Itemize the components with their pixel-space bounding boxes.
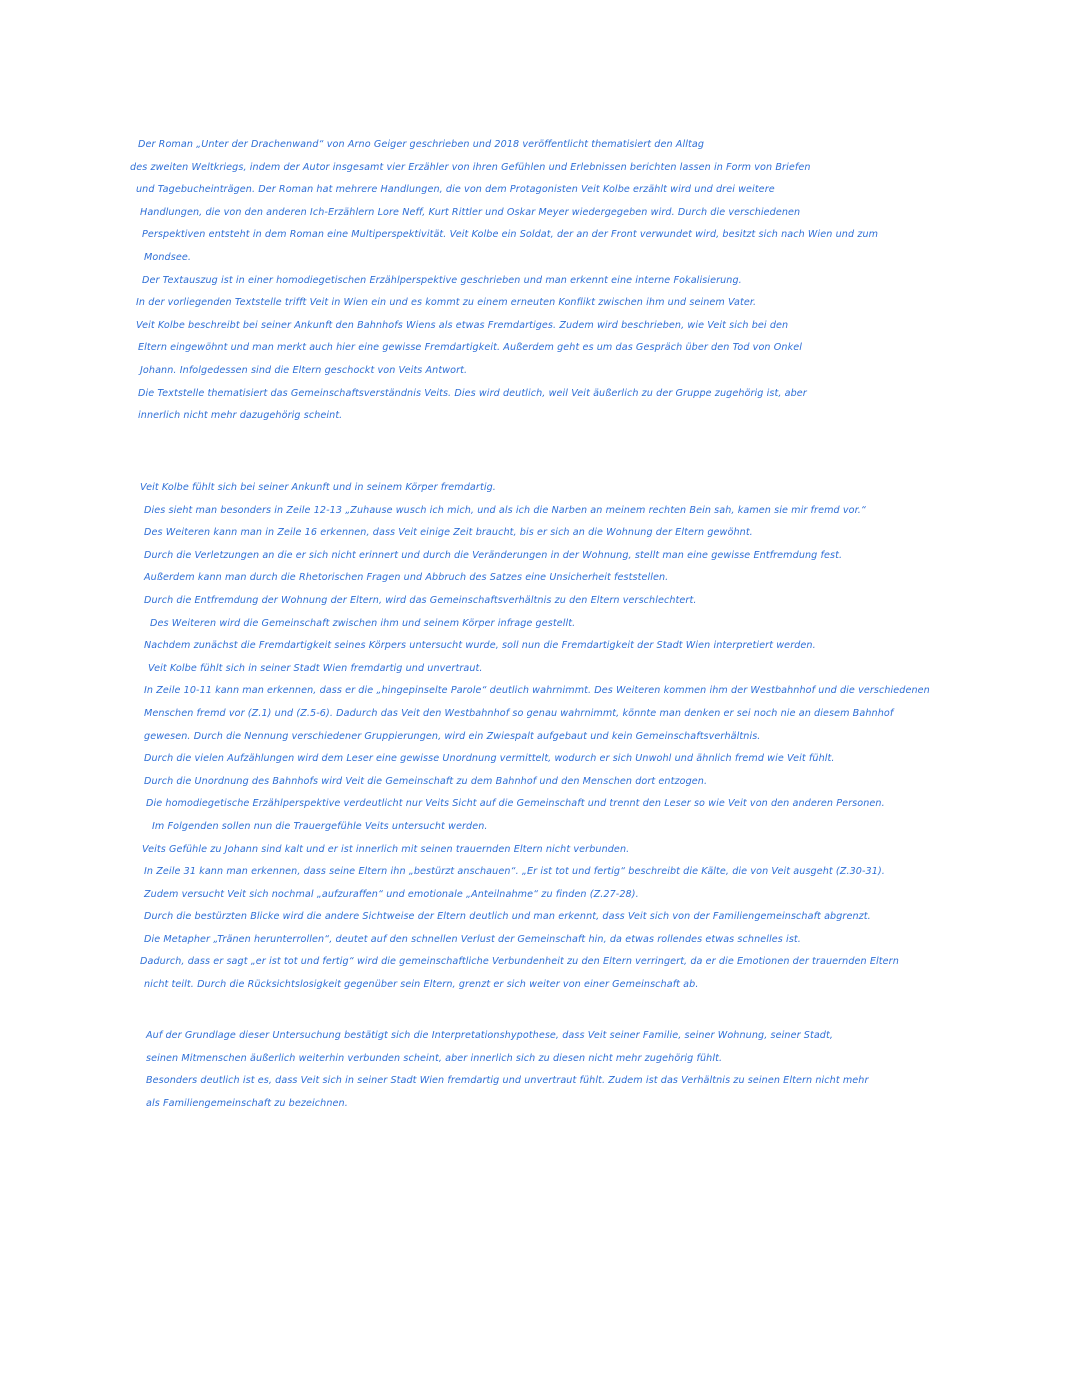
text-line: Perspektiven entsteht in dem Roman eine Multiperspektivität. Veit Kolbe ein Soldat, der an der Front verwundet wird, besitzt sich nach Wien und zum — [142, 229, 879, 241]
text-line: Zudem versucht Veit sich nochmal „aufzuraffen“ und emotionale „Anteilnahme“ zu finden (Z.27-28). — [144, 888, 639, 900]
text-line: Veit Kolbe fühlt sich in seiner Stadt Wien fremdartig und unvertraut. — [148, 662, 483, 674]
text-line: Auf der Grundlage dieser Untersuchung bestätigt sich die Interpretationshypothese, dass Veit seiner Familie, seiner Wohnung, seiner Stadt, — [146, 1030, 833, 1041]
text-line: Durch die bestürzten Blicke wird die andere Sichtweise der Eltern deutlich und man erkennt, dass Veit sich von der Familiengemeinschaft abgrenzt. — [144, 911, 871, 923]
text-line: Durch die Verletzungen an die er sich nicht erinnert und durch die Veränderungen in der Wohnung, stellt man eine gewisse Entfremdung fest. — [144, 549, 843, 561]
text-line: Die Metapher „Tränen herunterrollen“, deutet auf den schnellen Verlust der Gemeinschaft hin, da etwas rollendes etwas schnelles ist. — [144, 933, 801, 945]
text-line: nicht teilt. Durch die Rücksichtslosigkeit gegenüber sein Eltern, grenzt er sich weiter von einer Gemeinschaft ab. — [144, 979, 699, 991]
text-line: Johann. Infolgedessen sind die Eltern geschockt von Veits Antwort. — [140, 364, 468, 376]
conclusion-paragraph — [130, 1025, 960, 1115]
text-line: Im Folgenden sollen nun die Trauergefühle Veits untersucht werden. — [152, 820, 488, 832]
intro-paragraph — [130, 134, 960, 428]
text-line: und Tagebucheinträgen. Der Roman hat mehrere Handlungen, die von dem Protagonisten Veit Kolbe erzählt wird und drei weitere — [136, 184, 775, 196]
analysis-paragraph — [130, 477, 960, 997]
text-line: Der Textauszug ist in einer homodiegetischen Erzählperspektive geschrieben und man erkennt eine interne Fokalisierung. — [142, 274, 742, 286]
text-line: Die homodiegetische Erzählperspektive verdeutlicht nur Veits Sicht auf die Gemeinschaft und trennt den Leser so wie Veit von den anderen Personen. — [146, 798, 885, 810]
text-line: In der vorliegenden Textstelle trifft Veit in Wien ein und es kommt zu einem erneuten Konflikt zwischen ihm und seinem Vater. — [136, 297, 757, 309]
text-line: Des Weiteren kann man in Zeile 16 erkennen, dass Veit einige Zeit braucht, bis er sich an die Wohnung der Eltern gewöhnt. — [144, 527, 753, 539]
text-line: In Zeile 10-11 kann man erkennen, dass er die „hingepinselte Parole“ deutlich wahrnimmt. Des Weiteren kommen ihm der Westbahnhof und die verschiedenen — [144, 685, 930, 697]
text-line: Des Weiteren wird die Gemeinschaft zwischen ihm und seinem Körper infrage gestellt. — [150, 617, 576, 629]
text-line: Durch die vielen Aufzählungen wird dem Leser eine gewisse Unordnung vermittelt, wodurch er sich Unwohl und ähnlich fremd wie Veit fühlt. — [144, 753, 835, 765]
text-line: Die Textstelle thematisiert das Gemeinschaftsverständnis Veits. Dies wird deutlich, weil Veit äußerlich zu der Gruppe zugehörig ist, aber — [138, 387, 807, 399]
text-line: Besonders deutlich ist es, dass Veit sich in seiner Stadt Wien fremdartig und unvertraut fühlt. Zudem ist das Verhältnis zu seinen Eltern nicht mehr — [146, 1075, 869, 1087]
text-line: Durch die Entfremdung der Wohnung der Eltern, wird das Gemeinschaftsverhältnis zu den Eltern verschlechtert. — [144, 594, 697, 606]
text-line: Handlungen, die von den anderen Ich-Erzählern Lore Neff, Kurt Rittler und Oskar Meyer wiedergegeben wird. Durch die verschiedenen — [140, 206, 801, 218]
text-line: Veit Kolbe fühlt sich bei seiner Ankunft und in seinem Körper fremdartig. — [140, 482, 496, 493]
text-line: Mondsee. — [144, 251, 191, 263]
text-line: Durch die Unordnung des Bahnhofs wird Veit die Gemeinschaft zu dem Bahnhof und den Menschen dort entzogen. — [144, 775, 708, 787]
text-line: gewesen. Durch die Nennung verschiedener Gruppierungen, wird ein Zwiespalt aufgebaut und kein Gemeinschaftsverhältnis. — [144, 730, 761, 742]
text-line: als Familiengemeinschaft zu bezeichnen. — [146, 1097, 348, 1109]
text-line: Dadurch, dass er sagt „er ist tot und fertig“ wird die gemeinschaftliche Verbundenheit zu den Eltern verringert, da er die Emotionen der trauernden Eltern — [140, 956, 899, 968]
text-line: des zweiten Weltkriegs, indem der Autor insgesamt vier Erzähler von ihren Gefühlen und Erlebnissen berichten lassen in Form von Briefen — [130, 161, 811, 173]
text-line: innerlich nicht mehr dazugehörig scheint. — [138, 410, 343, 422]
text-line: seinen Mitmenschen äußerlich weiterhin verbunden scheint, aber innerlich sich zu diesen nicht mehr zugehörig fühlt. — [146, 1052, 723, 1064]
text-line: Außerdem kann man durch die Rhetorischen Fragen und Abbruch des Satzes eine Unsicherheit feststellen. — [144, 572, 669, 584]
text-line: Menschen fremd vor (Z.1) und (Z.5-6). Dadurch das Veit den Westbahnhof so genau wahrnimmt, könnte man denken er sei noch nie an diesem Bahnhof — [144, 707, 894, 719]
text-line: Eltern eingewöhnt und man merkt auch hier eine gewisse Fremdartigkeit. Außerdem geht es um das Gespräch über den Tod von Onkel — [138, 342, 802, 354]
text-line: Veits Gefühle zu Johann sind kalt und er ist innerlich mit seinen trauernden Eltern nicht verbunden. — [142, 843, 630, 855]
text-line: Nachdem zunächst die Fremdartigkeit seines Körpers untersucht wurde, soll nun die Fremdartigkeit der Stadt Wien interpretiert werden. — [144, 640, 816, 652]
text-line: Veit Kolbe beschreibt bei seiner Ankunft den Bahnhofs Wiens als etwas Fremdartiges. Zudem wird beschrieben, wie Veit sich bei den — [136, 319, 789, 331]
text-line: In Zeile 31 kann man erkennen, dass seine Eltern ihn „bestürzt anschauen“. „Er ist tot und fertig“ beschreibt die Kälte, die von Veit ausgeht (Z.30-31). — [144, 866, 885, 878]
text-line: Der Roman „Unter der Drachenwand“ von Arno Geiger geschrieben und 2018 veröffentlicht thematisiert den Alltag — [138, 139, 705, 150]
text-line: Dies sieht man besonders in Zeile 12-13 „Zuhause wusch ich mich, und als ich die Narben an meinem rechten Bein sah, kamen sie mir fremd vor.“ — [144, 504, 866, 516]
